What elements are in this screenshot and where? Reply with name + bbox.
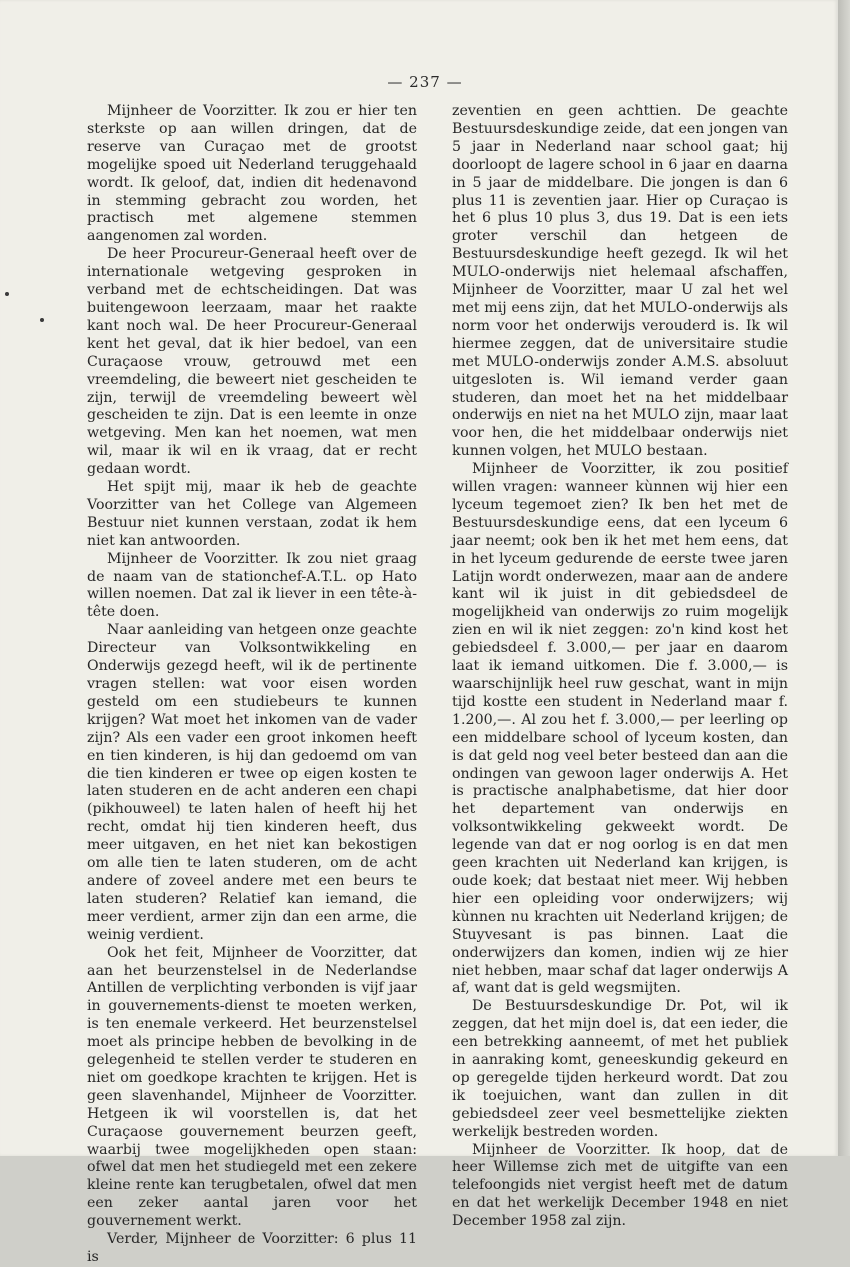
paragraph: Mijnheer de Voorzitter, ik zou positief willen vragen: wanneer kùnnen wij hier een lyceum tegemoet zien? Ik ben het met de Bestuursdeskundige eens, dat een lyceum 6 jaar neemt; ook ben ik het met hem eens, dat in het lyceum gedurende de eerste twee jaren Latijn wordt onderwezen, maar aan de andere kant wil ik juist in dit gebiedsdeel de mogelijkheid van onderwijs zo ruim mogelijk zien en wil ik niet zeggen: zo'n kind kost het gebiedsdeel f. 3.000,— per jaar en daarom laat ik iemand uitkomen. Die f. 3.000,— is waarschijnlijk heel ruw geschat, want in mijn tijd kostte een student in Nederland maar f. 1.200,—. Al zou het f. 3.000,— per leerling op een middelbare school of lyceum kosten, dan is dat geld nog veel beter besteed dan aan die ondingen van gewoon lager onderwijs A. Het is practische analphabetisme, dat hier door het departement van onderwijs en volksontwikkeling gekweekt wordt. De legende van dat er nog oorlog is en dat men geen krachten uit Nederland kan krijgen, is oude koek; dat bestaat niet meer. Wij hebben hier een opleiding voor onderwijzers; wij kùnnen nu krachten uit Nederland krijgen; de Stuyvesant is pas binnen. Laat die onderwijzers dan komen, indien wij ze hier niet hebben, maar schaf dat lager onderwijs A af, want dat is geld wegsmijten. xyxy=(452,461,788,997)
margin-mark xyxy=(5,292,9,296)
paragraph: zeventien en geen achttien. De geachte Bestuursdeskundige zeide, dat een jongen van 5 jaar in Nederland naar school gaat; hij doorloopt de lagere school in 6 jaar en daarna in 5 jaar de middelbare. Die jongen is dan 6 plus 11 is zeventien jaar. Hier op Curaçao is het 6 plus 10 plus 3, dus 19. Dat is een iets groter verschil dan hetgeen de Bestuursdeskundige heeft gezegd. Ik wil het MULO-onderwijs niet helemaal afschaffen, Mijnheer de Voorzitter, maar U zal het wel met mij eens zijn, dat het MULO-onderwijs als norm voor het onderwijs verouderd is. Ik wil hiermee zeggen, dat de universitaire studie met MULO-onderwijs zonder A.M.S. absoluut uitgesloten is. Wil iemand verder gaan studeren, dan moet het na het middelbaar onderwijs en niet na het MULO zijn, maar laat voor hen, die het middelbaar onderwijs niet kunnen volgen, het MULO bestaan. xyxy=(452,103,788,460)
right-column xyxy=(452,103,788,1231)
margin-mark xyxy=(40,318,44,322)
paragraph: Ook het feit, Mijnheer de Voorzitter, dat aan het beurzenstelsel in de Nederlandse Antillen de verplichting verbonden is vijf jaar in gouvernements-dienst te moeten werken, is ten enemale verkeerd. Het beurzenstelsel moet als principe hebben de bevolking in de gelegenheid te stellen verder te studeren en niet om goedkope krachten te krijgen. Het is geen slavenhandel, Mijnheer de Voorzitter. Hetgeen ik wil voorstellen is, dat het Curaçaose gouvernement beurzen geeft, waarbij twee mogelijkheden open staan: ofwel dat men het studiegeld met een zekere kleine rente kan terugbetalen, ofwel dat men een zeker aantal jaren voor het gouvernement werkt. xyxy=(87,944,417,1230)
paragraph: De heer Procureur-Generaal heeft over de internationale wetgeving gesproken in verband met de echtscheidingen. Dat was buitengewoon leerzaam, maar het raakte kant noch wal. De heer Procureur-Generaal kent het geval, dat ik hier bedoel, van een Curaçaose vrouw, getrouwd met een vreemdeling, die beweert niet gescheiden te zijn, terwijl de vreemdeling beweert wèl gescheiden te zijn. Dat is een leemte in onze wetgeving. Men kan het noemen, wat men wil, maar ik wil en ik vraag, dat er recht gedaan wordt. xyxy=(87,246,417,478)
paragraph: Mijnheer de Voorzitter. Ik zou er hier ten sterkste op aan willen dringen, dat de reserve van Curaçao met de grootst mogelijke spoed uit Nederland teruggehaald wordt. Ik geloof, dat, indien dit hedenavond in stemming gebracht zou worden, het practisch met algemene stemmen aangenomen zal worden. xyxy=(87,103,417,245)
paragraph: Mijnheer de Voorzitter. Ik hoop, dat de heer Willemse zich met de uitgifte van een telefoongids niet vergist heeft met de datum en dat het werkelijk December 1948 en niet December 1958 zal zijn. xyxy=(452,1141,788,1230)
paragraph: Mijnheer de Voorzitter. Ik zou niet graag de naam van de stationchef-A.T.L. op Hato willen noemen. Dat zal ik liever in een tête-à-tête doen. xyxy=(87,550,417,621)
paragraph: Het spijt mij, maar ik heb de geachte Voorzitter van het College van Algemeen Bestuur niet kunnen verstaan, zodat ik hem niet kan antwoorden. xyxy=(87,479,417,549)
page-number: — 237 — xyxy=(387,73,463,91)
page-edge xyxy=(838,0,850,1156)
paragraph: De Bestuursdeskundige Dr. Pot, wil ik zeggen, dat het mijn doel is, dat een ieder, die een betrekking aanneemt, of met het publiek in aanraking komt, geneeskundig gekeurd en op geregelde tijden herkeurd wordt. Dat zou ik toejuichen, want dan zullen in dit gebiedsdeel zeer veel besmettelijke ziekten werkelijk bestreden worden. xyxy=(452,998,788,1140)
left-column xyxy=(87,103,417,1267)
paragraph: Naar aanleiding van hetgeen onze geachte Directeur van Volksontwikkeling en Onderwijs gezegd heeft, wil ik de pertinente vragen stellen: wat voor eisen worden gesteld om een studiebeurs te kunnen krijgen? Wat moet het inkomen van de vader zijn? Als een vader een groot inkomen heeft en tien kinderen, is hij dan gedoemd om van die tien kinderen er twee op eigen kosten te laten studeren en de acht anderen een chapi (pikhouweel) te laten halen of heeft hij het recht, omdat hij tien kinderen heeft, dus meer uitgaven, en het niet kan bekostigen om alle tien te laten studeren, om de acht andere of zoveel andere met een beurs te laten studeren? Relatief kan iemand, die meer verdient, armer zijn dan een arme, die weinig verdient. xyxy=(87,622,417,943)
paragraph: Verder, Mijnheer de Voorzitter: 6 plus 11 is xyxy=(87,1231,417,1265)
